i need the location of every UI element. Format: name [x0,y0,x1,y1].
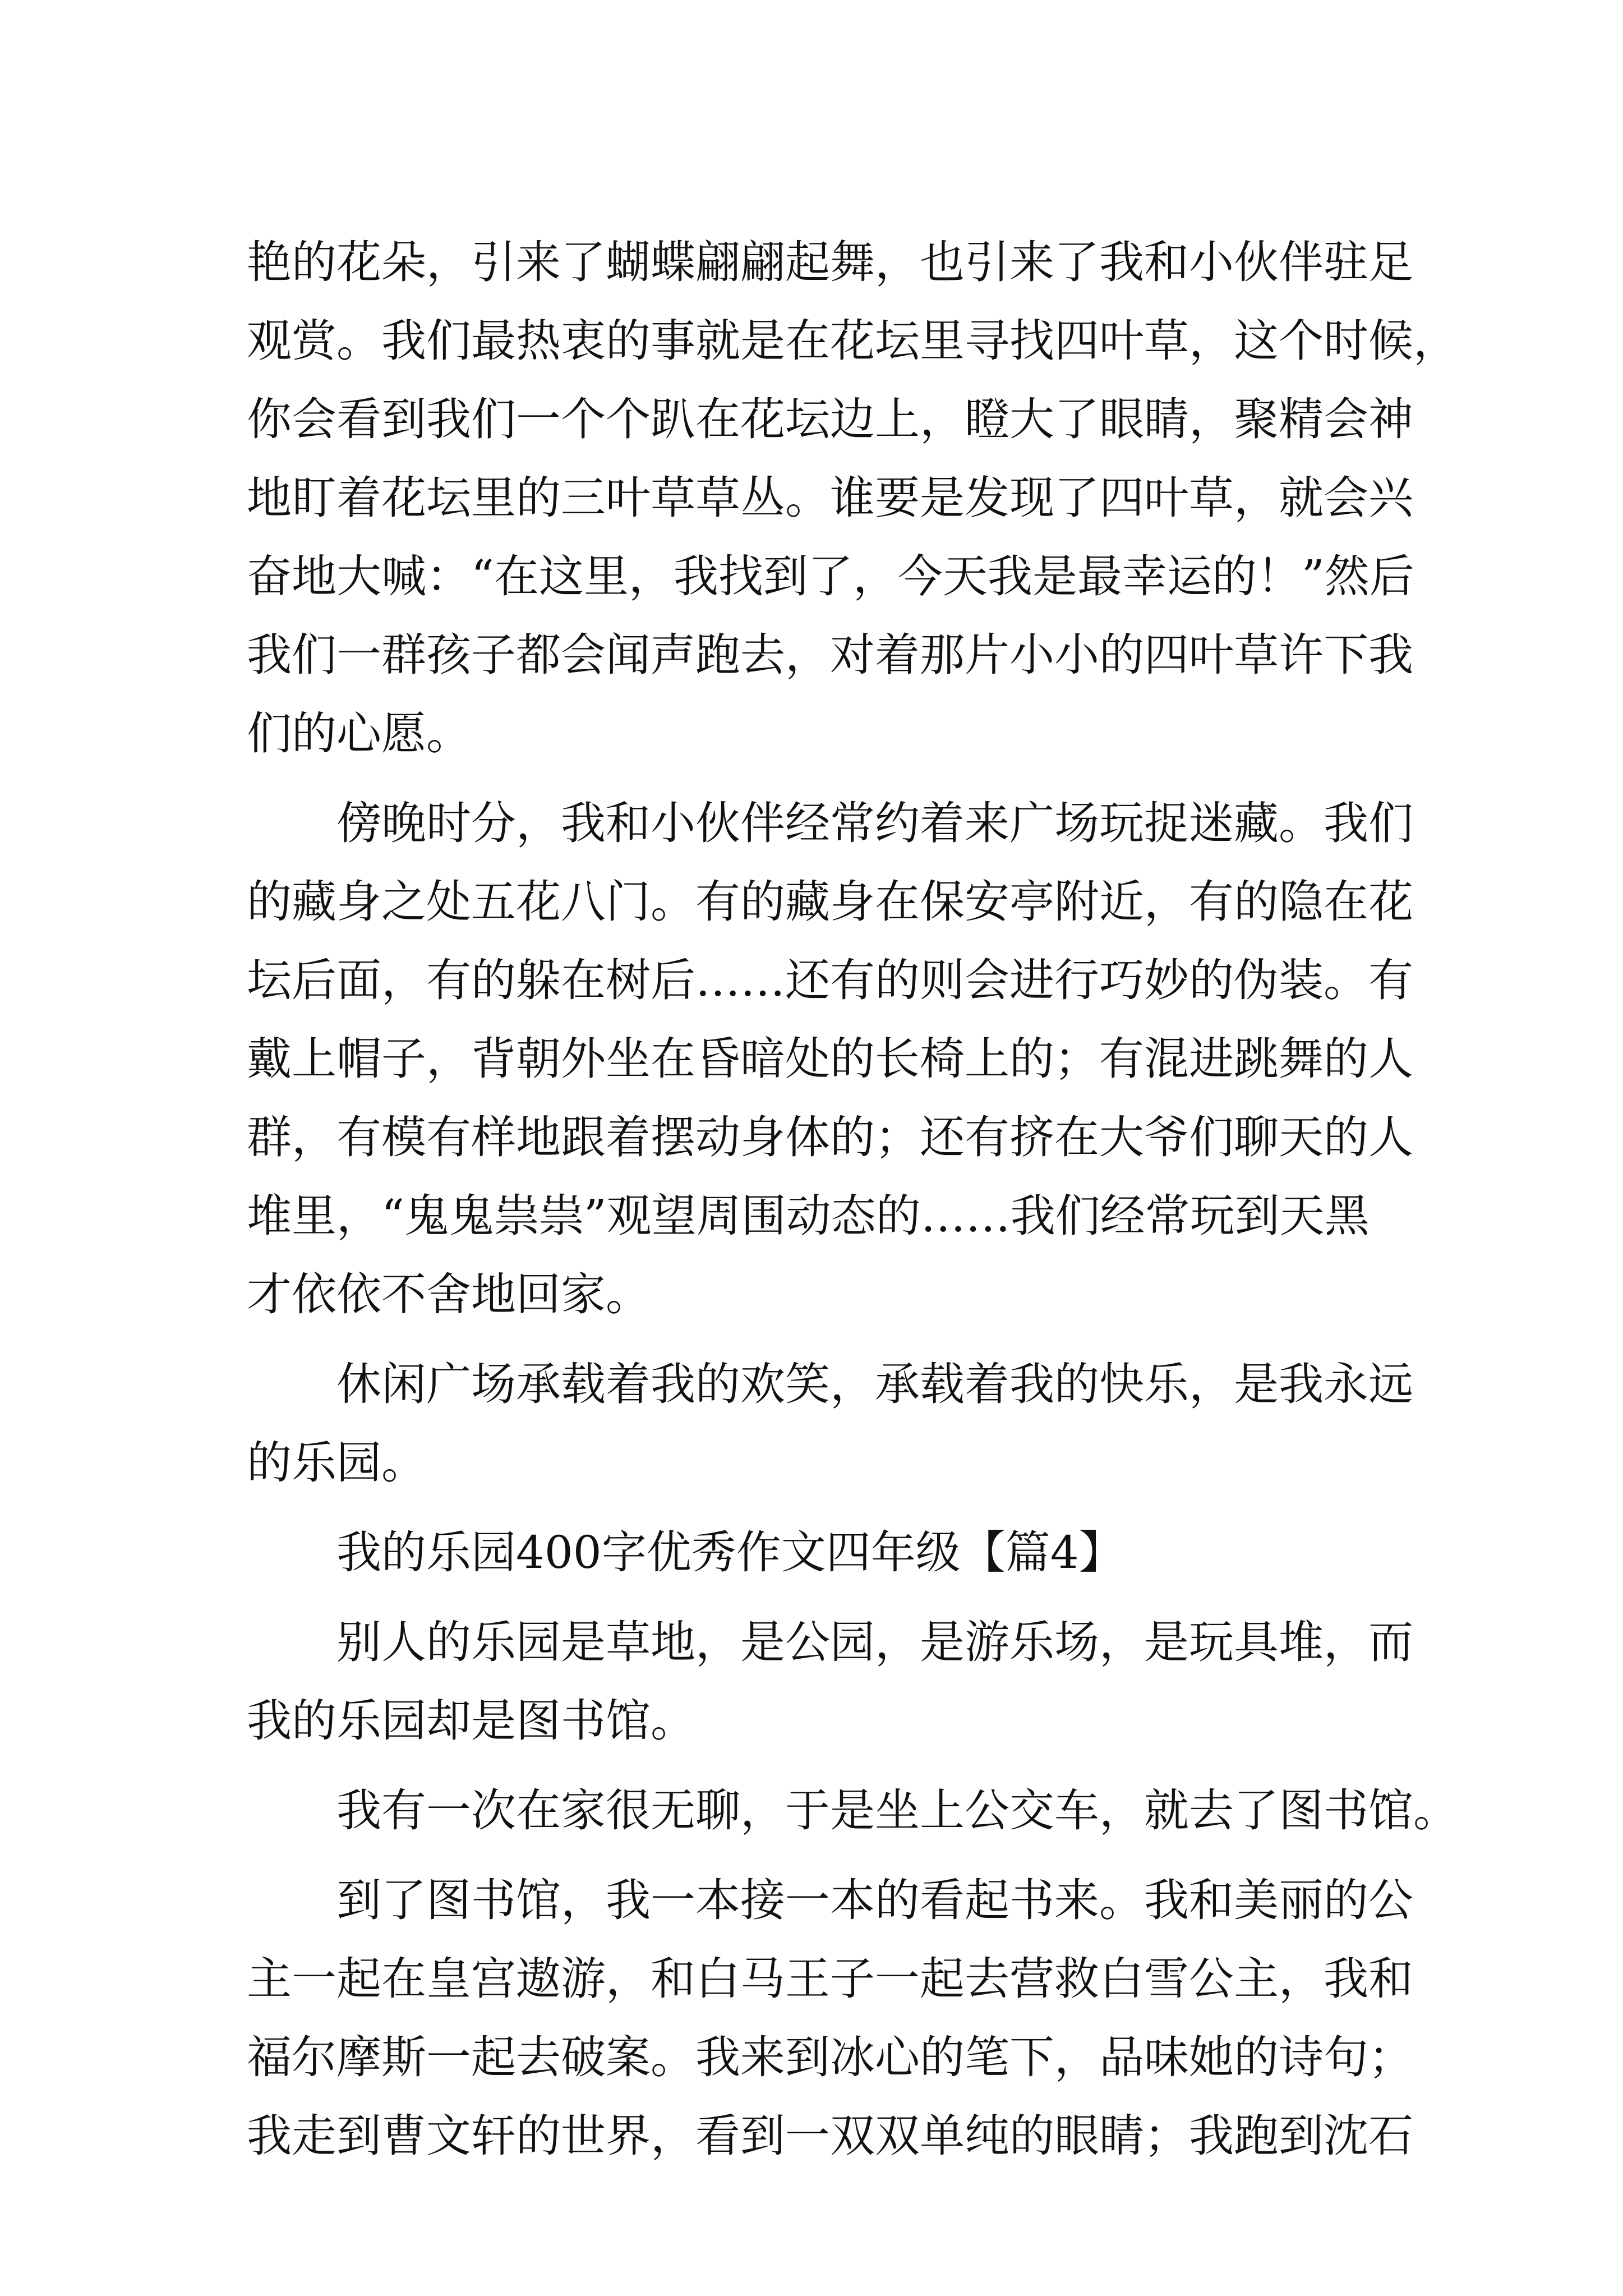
text-line: 艳的花朵，引来了蝴蝶翩翩起舞，也引来了我和小伙伴驻足 [247,236,1413,288]
text-line: 到了图书馆，我一本接一本的看起书来。我和美丽的公 [336,1874,1413,1926]
text-line: 主一起在皇宫遨游，和白马王子一起去营救白雪公主，我和 [247,1953,1413,2005]
text-line: 福尔摩斯一起去破案。我来到冰心的笔下，品味她的诗句； [247,2031,1413,2083]
text-line: 傍晚时分，我和小伙伴经常约着来广场玩捉迷藏。我们 [336,797,1413,849]
text-line: 我们一群孩子都会闻声跑去，对着那片小小的四叶草许下我 [247,629,1413,681]
text-line: 坛后面，有的躲在树后……还有的则会进行巧妙的伪装。有 [247,954,1413,1006]
text-line: 们的心愿。 [247,707,471,760]
text-line: 你会看到我们一个个趴在花坛边上，瞪大了眼睛，聚精会神 [247,393,1413,445]
text-line: 地盯着花坛里的三叶草草丛。谁要是发现了四叶草，就会兴 [247,472,1413,524]
text-line: 我有一次在家很无聊，于是坐上公交车，就去了图书馆。 [336,1784,1458,1837]
text-line: 别人的乐园是草地，是公园，是游乐场，是玩具堆，而 [336,1616,1413,1668]
text-line: 才依依不舍地回家。 [247,1268,651,1320]
text-line: 休闲广场承载着我的欢笑，承载着我的快乐，是我永远 [336,1358,1413,1410]
section-heading: 我的乐园400字优秀作文四年级【篇4】 [336,1526,1124,1579]
text-line: 我走到曹文轩的世界，看到一双双单纯的眼睛；我跑到沈石 [247,2110,1413,2162]
text-line: 我的乐园却是图书馆。 [247,1695,695,1747]
text-line: 观赏。我们最热衷的事就是在花坛里寻找四叶草，这个时候， [247,315,1458,367]
text-line: 的藏身之处五花八门。有的藏身在保安亭附近，有的隐在花 [247,876,1413,928]
text-line: 奋地大喊：“在这里，我找到了，今天我是最幸运的！”然后 [247,550,1414,602]
text-line: 堆里，“鬼鬼祟祟”观望周围动态的……我们经常玩到天黑 [247,1190,1370,1242]
text-line: 群，有模有样地跟着摆动身体的；还有挤在大爷们聊天的人 [247,1111,1413,1163]
text-line: 戴上帽子，背朝外坐在昏暗处的长椅上的；有混进跳舞的人 [247,1033,1413,1085]
text-line: 的乐园。 [247,1437,426,1489]
